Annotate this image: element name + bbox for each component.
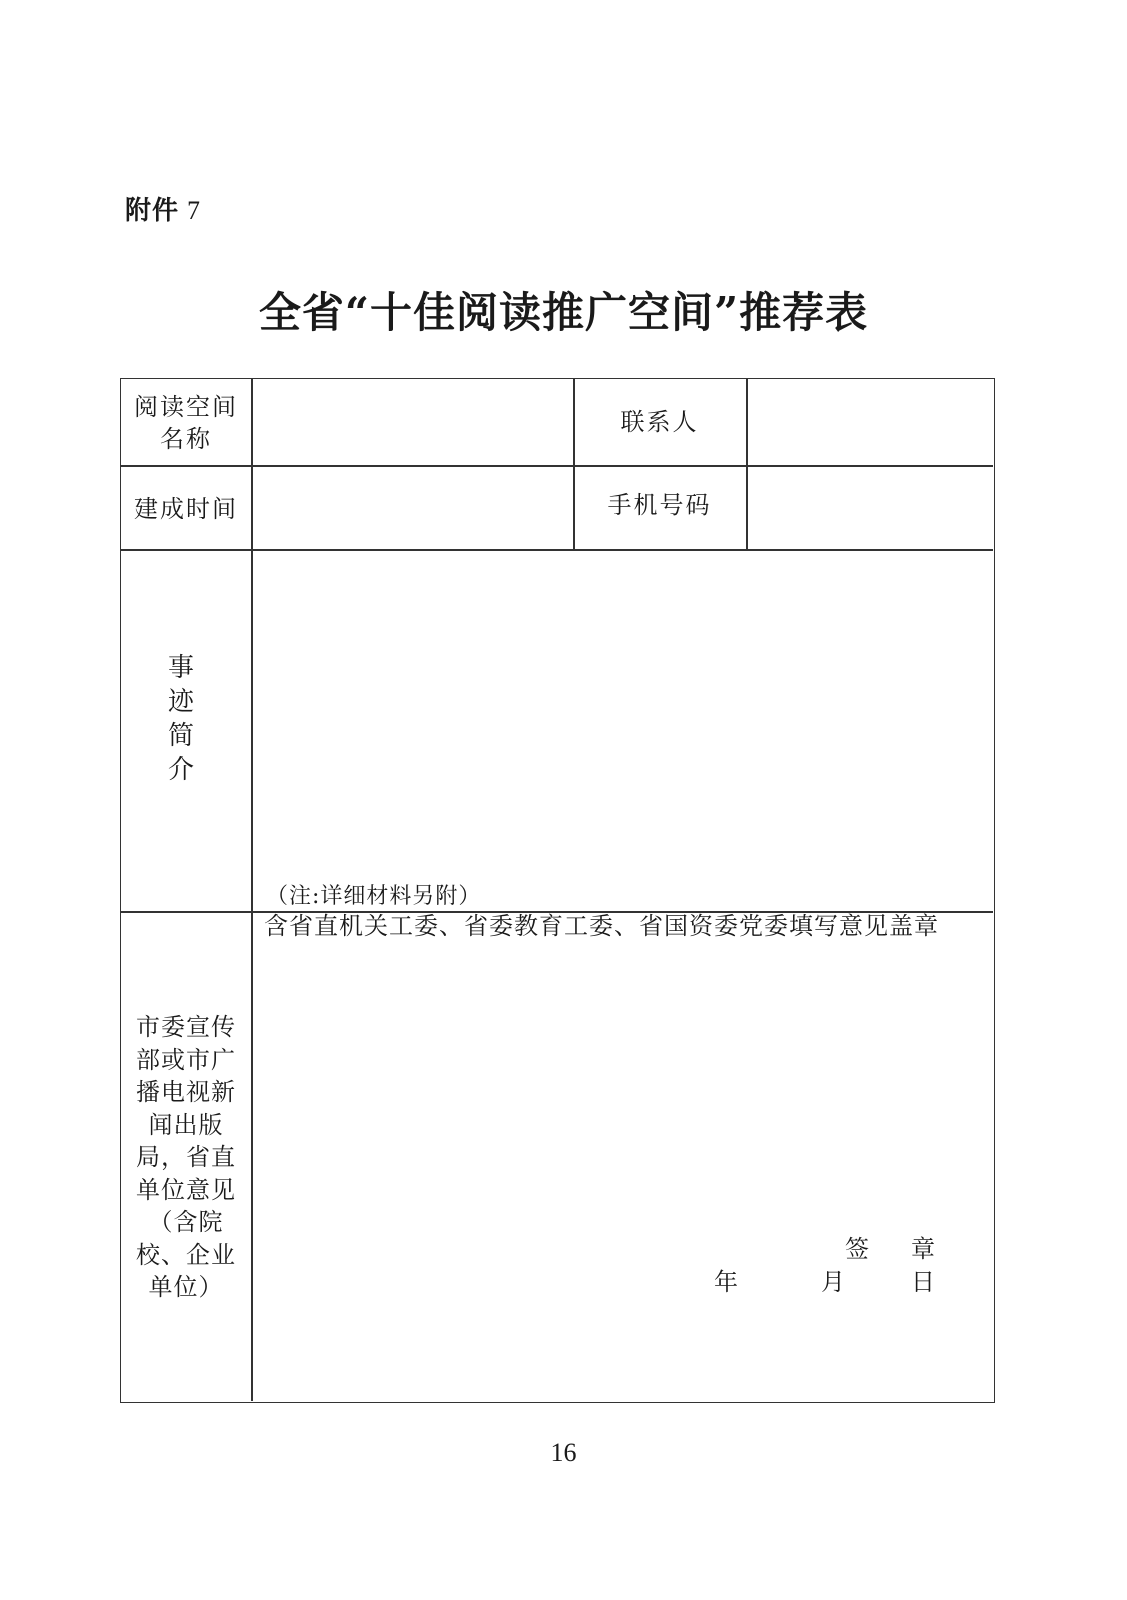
month-label: 月	[821, 1268, 845, 1296]
contact-label: 联系人	[620, 408, 699, 436]
opinion-label-line-3: 播电视新	[136, 1078, 236, 1106]
opinion-label-line-7: （含院	[148, 1208, 224, 1236]
sign-label: 签	[845, 1235, 869, 1263]
deeds-label-char-1: 事	[167, 653, 194, 683]
opinion-label-line-1: 市委宣传	[136, 1013, 236, 1041]
page-number: 16	[550, 1438, 577, 1467]
build-time-field[interactable]	[253, 467, 573, 549]
deeds-label-char-3: 简	[167, 721, 194, 751]
build-time-label: 建成时间	[134, 495, 238, 523]
opinion-label	[121, 1011, 251, 1304]
deeds-label-char-2: 迹	[167, 687, 194, 717]
opinion-field[interactable]	[253, 944, 993, 1244]
space-name-field[interactable]	[253, 379, 573, 465]
space-name-label	[121, 391, 251, 455]
opinion-label-line-5: 局，省直	[136, 1143, 236, 1171]
contact-field[interactable]	[748, 379, 993, 465]
phone-label: 手机号码	[607, 491, 712, 519]
deeds-label	[166, 651, 196, 787]
recommendation-form	[120, 378, 995, 1403]
seal-label: 章	[911, 1235, 935, 1263]
space-name-label-line1: 阅读空间	[134, 393, 238, 421]
opinion-label-line-2: 部或市广	[136, 1045, 236, 1074]
opinion-label-line-6: 单位意见	[136, 1175, 236, 1204]
page-title: 全省“十佳阅读推广空间”推荐表	[258, 288, 869, 337]
opinion-label-line-9: 单位）	[148, 1273, 224, 1301]
space-name-label-line2: 名称	[160, 425, 212, 453]
col-divider-mid	[573, 379, 575, 549]
opinion-instruction: 含省直机关工委、省委教育工委、省国资委党委填写意见盖章	[264, 912, 939, 940]
opinion-label-line-4: 闻出版	[148, 1110, 224, 1139]
phone-field[interactable]	[748, 467, 993, 549]
deeds-label-char-4: 介	[167, 755, 194, 785]
attachment-number: 7	[187, 196, 202, 225]
opinion-label-line-8: 校、企业	[136, 1240, 236, 1269]
attachment-label	[125, 190, 201, 227]
day-label: 日	[911, 1268, 935, 1296]
attachment-text: 附件	[125, 196, 180, 226]
year-label: 年	[714, 1268, 738, 1296]
deeds-field[interactable]	[253, 551, 993, 881]
deeds-note: （注:详细材料另附）	[266, 884, 482, 909]
